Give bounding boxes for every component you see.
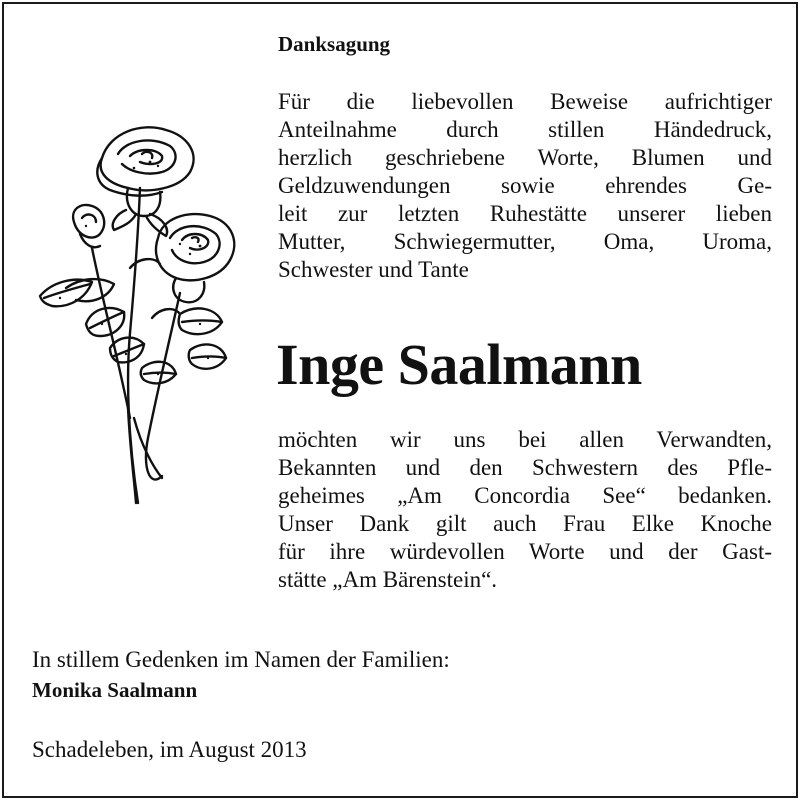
thanks-line: geheimes „Am Concordia See“ bedanken. bbox=[278, 483, 772, 508]
signer-name: Monika Saalmann bbox=[32, 678, 198, 702]
thanks-line: Bekannten und den Schwestern des Pfle- bbox=[278, 455, 772, 480]
intro-line: Geldzuwendungen sowie ehrendes Ge- bbox=[278, 173, 772, 198]
intro-line: Für die liebevollen Beweise aufrichtiger bbox=[278, 89, 772, 114]
thanks-line: Unser Dank gilt auch Frau Elke Knoche bbox=[278, 511, 772, 536]
intro-paragraph bbox=[278, 88, 772, 284]
deceased-name: Inge Saalmann bbox=[276, 332, 642, 397]
thanks-line: stätte „Am Bärenstein“. bbox=[278, 567, 498, 592]
intro-line: Schwester und Tante bbox=[278, 257, 469, 282]
thanks-line: für ihre würdevollen Worte und der Gast- bbox=[278, 539, 772, 564]
rose-icon bbox=[30, 118, 245, 513]
notice-heading: Danksagung bbox=[278, 32, 391, 56]
place-date: Schadeleben, im August 2013 bbox=[32, 737, 307, 762]
intro-line: Anteilnahme durch stillen Händedruck, bbox=[278, 117, 772, 142]
thanks-paragraph bbox=[278, 426, 772, 594]
closing-line: In stillem Gedenken im Namen der Familien: bbox=[32, 647, 450, 672]
thanks-line: möchten wir uns bei allen Verwandten, bbox=[278, 427, 772, 452]
intro-line: Mutter, Schwiegermutter, Oma, Uroma, bbox=[278, 229, 772, 254]
intro-line: leit zur letzten Ruhestätte unserer lieben bbox=[278, 201, 772, 226]
intro-line: herzlich geschriebene Worte, Blumen und bbox=[278, 145, 772, 170]
